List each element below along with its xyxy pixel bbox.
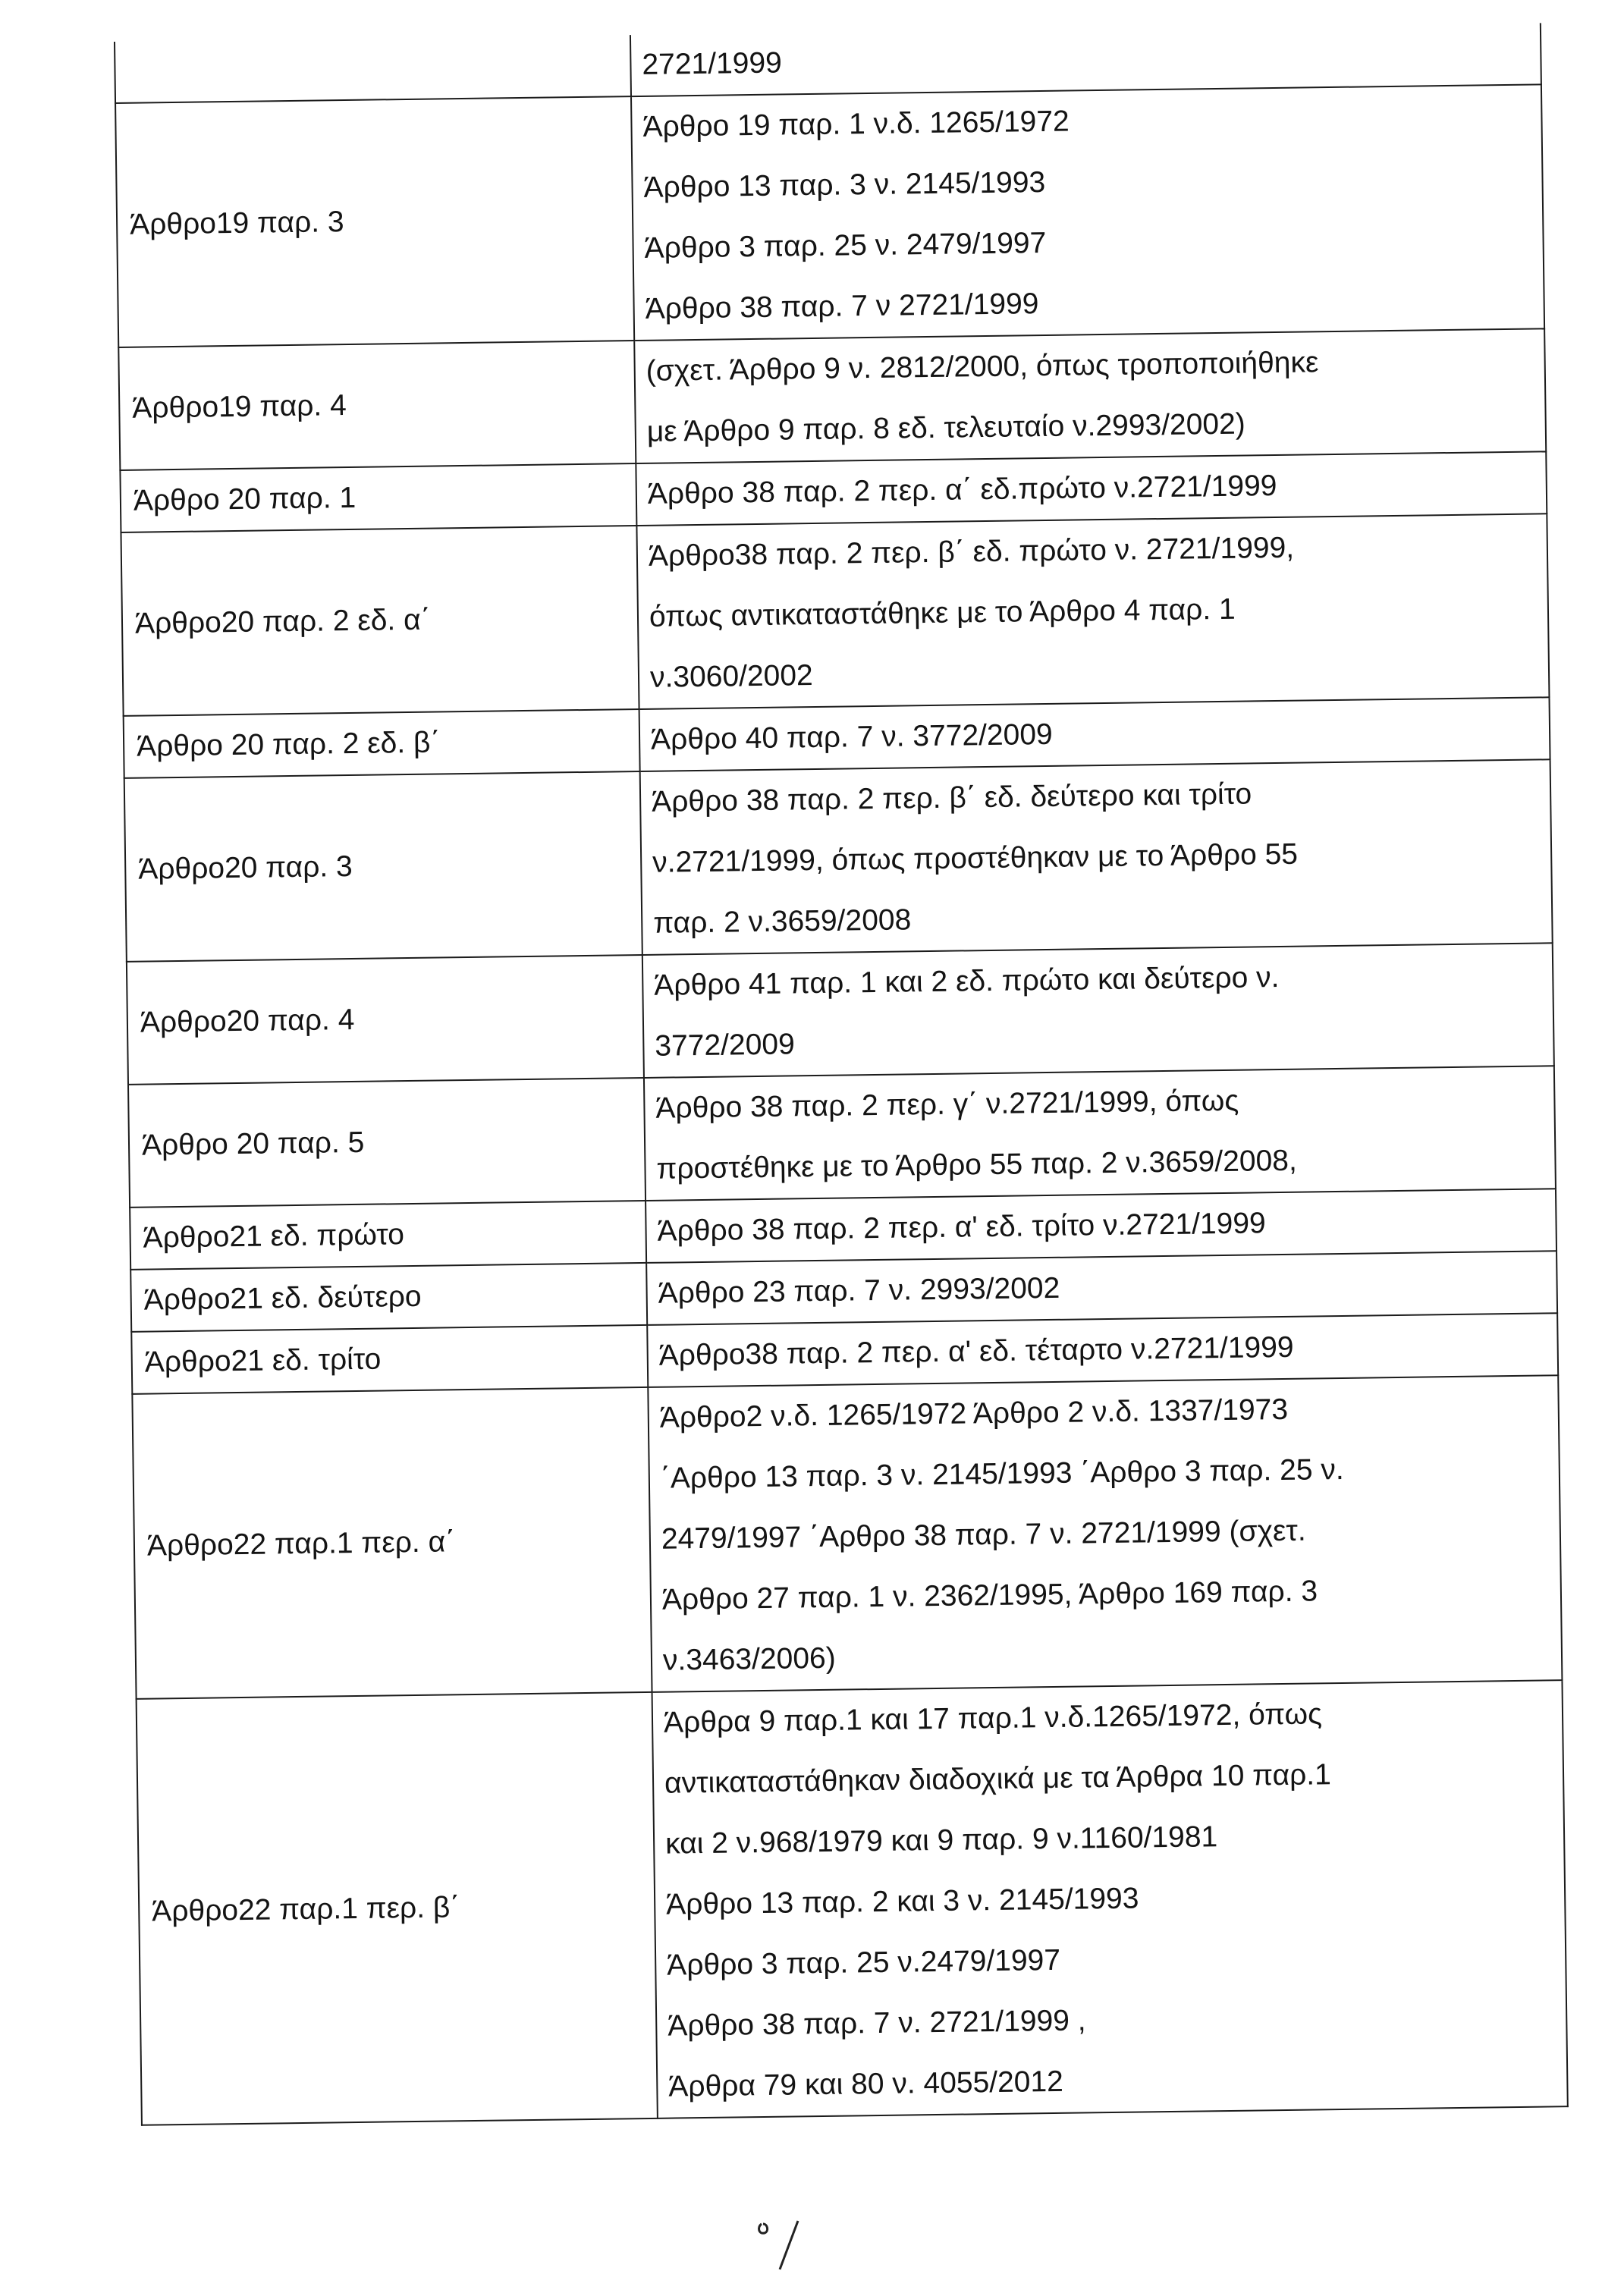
- legislation-correspondence-table: [114, 23, 1567, 2125]
- reference-line: Άρθρο38 παρ. 2 περ. α' εδ. τέταρτο ν.2721/1999: [658, 1330, 1294, 1372]
- source-references-cell: [636, 514, 1549, 709]
- provision-cell: Άρθρο20 παρ. 3: [124, 771, 642, 962]
- reference-line: Άρθρο 38 παρ. 7 ν 2721/1999: [645, 287, 1039, 325]
- table-row: [124, 759, 1553, 962]
- table-body: [115, 23, 1568, 2125]
- provision-cell: Άρθρο 20 παρ. 1: [120, 463, 636, 532]
- source-references-cell: [636, 451, 1547, 526]
- reference-line: ν.2721/1999, όπως προστέθηκαν με το Άρθρο 55: [652, 837, 1299, 879]
- provision-cell: Άρθρο 20 παρ. 2 εδ. β΄: [124, 709, 640, 778]
- provision-cell: Άρθρο22 παρ.1 περ. α΄: [132, 1387, 652, 1699]
- provision-cell: Άρθρο20 παρ. 2 εδ. α΄: [121, 526, 639, 716]
- table-row: [118, 328, 1546, 470]
- provision-cell: Άρθρο22 παρ.1 περ. β΄: [137, 1692, 658, 2125]
- reference-line: ΄Αρθρο 13 παρ. 3 ν. 2145/1993 ΄Αρθρο 3 παρ. 25 ν.: [660, 1453, 1344, 1495]
- reference-line: Άρθρο 13 παρ. 2 και 3 ν. 2145/1993: [665, 1882, 1139, 1921]
- reference-line: Άρθρο 3 παρ. 25 ν.2479/1997: [666, 1943, 1061, 1982]
- source-references-cell: [640, 759, 1553, 955]
- reference-line: Άρθρο 40 παρ. 7 ν. 3772/2009: [650, 718, 1053, 756]
- source-references-cell: [634, 328, 1546, 463]
- reference-line: και 2 ν.968/1979 και 9 παρ. 9 ν.1160/1981: [664, 1820, 1218, 1861]
- table-row: [128, 1066, 1556, 1208]
- source-references-cell: [646, 1251, 1557, 1325]
- reference-line: προστέθηκε με το Άρθρο 55 παρ. 2 ν.3659/2008,: [656, 1144, 1298, 1186]
- reference-line: Άρθρο 41 παρ. 1 και 2 εδ. πρώτο και δεύτερο ν.: [654, 960, 1280, 1002]
- reference-line: Άρθρο 38 παρ. 2 περ. γ΄ ν.2721/1999, όπως: [655, 1084, 1239, 1125]
- provision-cell: Άρθρο21 εδ. δεύτερο: [130, 1263, 647, 1332]
- source-references-cell: [631, 84, 1544, 341]
- reference-line: αντικαταστάθηκαν διαδοχικά με τα Άρθρα 10 παρ.1: [664, 1758, 1332, 1800]
- source-references-cell: [647, 1313, 1558, 1387]
- source-references-cell: [644, 1066, 1556, 1201]
- provision-cell: Άρθρο21 εδ. πρώτο: [130, 1201, 646, 1270]
- provision-cell: Άρθρο20 παρ. 4: [127, 955, 644, 1085]
- source-references-cell: [630, 23, 1541, 96]
- reference-line: (σχετ. Άρθρο 9 ν. 2812/2000, όπως τροποποιήθηκε: [646, 346, 1319, 388]
- source-references-cell: [646, 1189, 1556, 1263]
- reference-line: όπως αντικαταστάθηκε με το Άρθρο 4 παρ. 1: [649, 592, 1236, 633]
- source-references-cell: [642, 943, 1554, 1078]
- provision-cell: Άρθρο19 παρ. 3: [115, 96, 634, 347]
- reference-line: 2721/1999: [642, 46, 783, 81]
- source-references-cell: [648, 1375, 1562, 1692]
- reference-line: Άρθρο 3 παρ. 25 ν. 2479/1997: [644, 226, 1047, 265]
- provision-cell: Άρθρο 20 παρ. 5: [128, 1078, 646, 1208]
- reference-line: Άρθρο 19 παρ. 1 ν.δ. 1265/1972: [642, 105, 1070, 143]
- table-row: [127, 943, 1554, 1085]
- reference-line: Άρθρο2 ν.δ. 1265/1972 Άρθρο 2 ν.δ. 1337/1973: [659, 1393, 1289, 1434]
- reference-line: ν.3463/2006): [662, 1641, 836, 1677]
- reference-line: Άρθρα 79 και 80 ν. 4055/2012: [668, 2065, 1064, 2103]
- reference-line: Άρθρο 38 παρ. 2 περ. β΄ εδ. δεύτερο και τρίτο: [651, 777, 1252, 818]
- table-row: [137, 1680, 1568, 2125]
- reference-line: Άρθρο 38 παρ. 7 ν. 2721/1999 ,: [668, 2004, 1086, 2043]
- handwritten-page-mark: [751, 2215, 812, 2275]
- reference-line: Άρθρα 9 παρ.1 και 17 παρ.1 ν.δ.1265/1972, όπως: [663, 1698, 1323, 1739]
- reference-line: Άρθρο38 παρ. 2 περ. β΄ εδ. πρώτο ν. 2721/1999,: [648, 531, 1295, 573]
- table-row: [121, 514, 1549, 716]
- provision-cell: [115, 35, 631, 103]
- source-references-cell: [639, 697, 1550, 771]
- reference-line: Άρθρο 38 παρ. 2 περ. α' εδ. τρίτο ν.2721/1999: [657, 1207, 1266, 1248]
- reference-line: Άρθρο 27 παρ. 1 ν. 2362/1995, Άρθρο 169 παρ. 3: [661, 1575, 1318, 1616]
- reference-line: 2479/1997 ΄Αρθρο 38 παρ. 7 ν. 2721/1999 (σχετ.: [661, 1514, 1306, 1556]
- reference-line: παρ. 2 ν.3659/2008: [652, 903, 912, 940]
- table: [114, 23, 1569, 2125]
- table-row: [115, 84, 1544, 347]
- reference-line: Άρθρο 38 παρ. 2 περ. α΄ εδ.πρώτο ν.2721/1999: [647, 469, 1277, 510]
- reference-line: με Άρθρο 9 παρ. 8 εδ. τελευταίο ν.2993/2002): [646, 407, 1246, 448]
- provision-cell: Άρθρο21 εδ. τρίτο: [131, 1325, 648, 1394]
- reference-line: Άρθρο 23 παρ. 7 ν. 2993/2002: [658, 1271, 1060, 1310]
- reference-line: Άρθρο 13 παρ. 3 ν. 2145/1993: [643, 165, 1046, 204]
- reference-line: ν.3060/2002: [649, 659, 813, 694]
- source-references-cell: [652, 1680, 1568, 2118]
- table-row: [132, 1375, 1562, 1699]
- provision-cell: Άρθρο19 παρ. 4: [118, 341, 636, 470]
- reference-line: 3772/2009: [655, 1028, 796, 1063]
